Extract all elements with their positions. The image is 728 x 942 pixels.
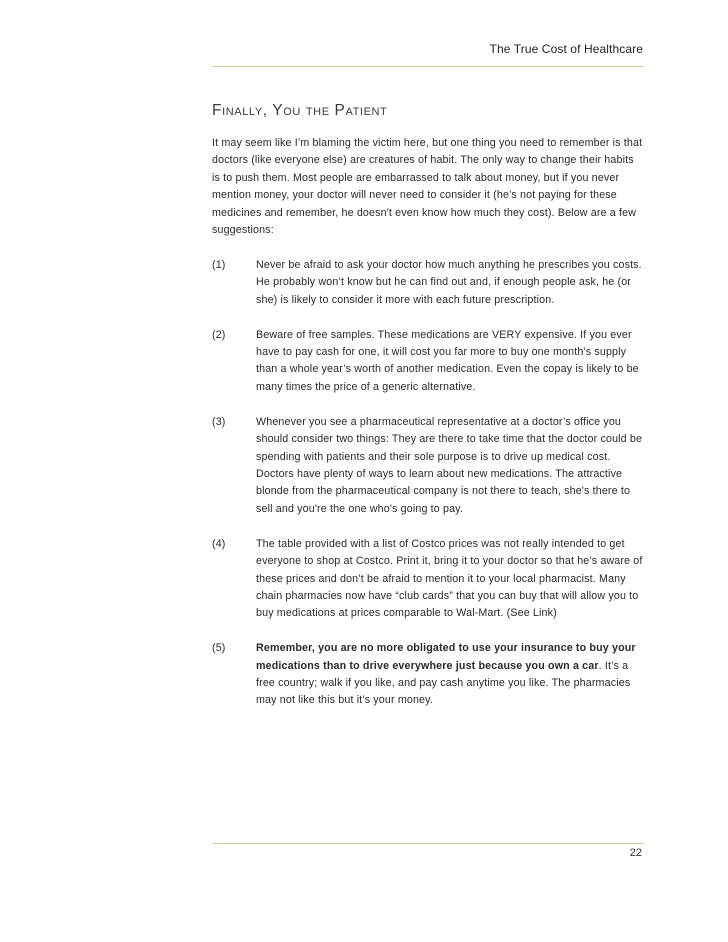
list-item — [212, 414, 644, 518]
footer-rule — [212, 843, 644, 844]
header-rule — [212, 66, 644, 67]
list-item-text — [256, 640, 644, 710]
list-item-number: (4) — [212, 537, 226, 550]
list-item-text: Beware of free samples. These medications are VERY expensive. If you ever have to pay cash for one, it will cost you far more to buy one month’s supply than a whole year’s worth of another medication. Even the copay is likely to be many times the price of a generic alternative. — [256, 328, 639, 393]
page-number: 22 — [629, 847, 642, 859]
list-item-text: Whenever you see a pharmaceutical representative at a doctor’s office you should consider two things: They are there to take time that the doctor could be spending with patients and their sole purpose is to drive up medical cost. Doctors have plenty of ways to learn about new medications. The attractive blonde from the pharmaceutical company is not there to teach, she's there to sell and you're the one who's going to pay. — [256, 415, 643, 515]
running-header: The True Cost of Healthcare — [489, 42, 643, 56]
intro-paragraph: It may seem like I’m blaming the victim here, but one thing you need to remember is that doctors (like everyone else) are creatures of habit. The only way to change their habits is to push them. Most people are embarrassed to talk about money, but if you never mention money, your doctor will never need to consider it (he’s not paying for these medicines and remember, he doesn't even know how much they cost). Below are a few suggestions: — [212, 137, 643, 237]
list-item — [212, 257, 644, 309]
list-item — [212, 327, 644, 397]
list-item-number: (5) — [212, 642, 226, 655]
list-item-text-continuation: . It’s a free country; walk if you like, and pay cash anytime you like. The pharmacies may not like this but it’s your money. — [256, 659, 631, 707]
list-item-number: (3) — [212, 415, 226, 428]
list-item-text: The table provided with a list of Costco prices was not really intended to get everyone to shop at Costco. Print it, bring it to your doctor so that he’s aware of these prices and don’t be afraid to mention it to your local pharmacist. Many chain pharmacies now have “club cards” that you can buy that will allow you to buy medications at prices comparable to Wal-Mart. (See Link) — [256, 537, 643, 620]
list-item-number: (2) — [212, 328, 226, 341]
list-item-bold-text: Remember, you are no more obligated to use your insurance to buy your medications than to drive everywhere just because you own a car — [256, 642, 636, 672]
section-title: Finally, You the Patient — [212, 102, 388, 119]
list-item — [212, 640, 644, 710]
list-item-number: (1) — [212, 258, 226, 271]
list-item — [212, 536, 644, 623]
list-item-text: Never be afraid to ask your doctor how much anything he prescribes you costs. He probably won’t know but he can find out and, if enough people ask, he (or she) is likely to consider it more with each future prescription. — [256, 258, 642, 306]
body-content — [212, 135, 644, 710]
